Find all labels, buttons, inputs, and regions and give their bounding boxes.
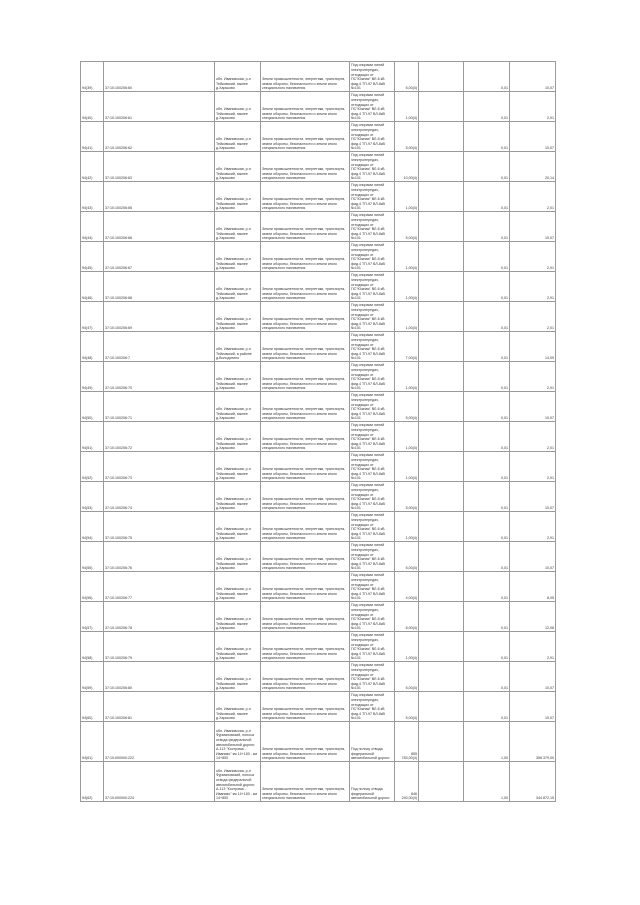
land-category: Земли промышленности, энергетики, транспорта, земли обороны, безопасности и земли иного специального назначения — [261, 302, 350, 332]
table-row — [81, 242, 556, 272]
row-number: 94(53) — [81, 482, 104, 512]
amount: 8,05 — [510, 572, 556, 602]
rate: 0,01 — [464, 332, 510, 362]
amount: 10,07 — [510, 692, 556, 722]
amount: 10,07 — [510, 662, 556, 692]
cadastral-number: 37:10:100206:67 — [104, 242, 215, 272]
amount: 14,09 — [510, 332, 556, 362]
empty-cell — [419, 662, 464, 692]
row-number: 94(54) — [81, 512, 104, 542]
row-number: 94(47) — [81, 302, 104, 332]
cadastral-number: 37:10:100206:70 — [104, 362, 215, 392]
land-category: Земли промышленности, энергетики, транспорта, земли обороны, безопасности и земли иного специального назначения — [261, 762, 350, 802]
amount: 356 379,00 — [510, 722, 556, 762]
permitted-use: Под опорами линий электропередач, отходящих от ПС"Южная" ВЛ-6 кВ фид.4 ТП-97 ВЛ-6кВ №101 — [350, 542, 395, 572]
empty-cell — [419, 602, 464, 632]
area: 7,00(4) — [395, 332, 419, 362]
cadastral-number: 37:10:000000:224 — [104, 762, 215, 802]
land-category: Земли промышленности, энергетики, транспорта, земли обороны, безопасности и земли иного специального назначения — [261, 362, 350, 392]
rate: 0,01 — [464, 182, 510, 212]
rate: 0,01 — [464, 422, 510, 452]
cadastral-number: 37:10:100206:73 — [104, 452, 215, 482]
area: 5,00(4) — [395, 212, 419, 242]
address: обл. Ивановская, р-н Тейковский, южнее д.Харьково — [215, 182, 261, 212]
permitted-use: Под полосу отвода федеральной автомобильной дороги — [350, 762, 395, 802]
table-row — [81, 512, 556, 542]
rate: 0,01 — [464, 242, 510, 272]
cadastral-number: 37:10:100206:69 — [104, 302, 215, 332]
amount: 10,07 — [510, 62, 556, 92]
area: 1,00(4) — [395, 242, 419, 272]
area: 5,00(4) — [395, 482, 419, 512]
table-row — [81, 302, 556, 332]
empty-cell — [419, 392, 464, 422]
area: 5,00(4) — [395, 122, 419, 152]
land-category: Земли промышленности, энергетики, транспорта, земли обороны, безопасности и земли иного специального назначения — [261, 722, 350, 762]
address: обл. Ивановская, р-н Тейковский, южнее д.Харьково — [215, 392, 261, 422]
area: 1,00(4) — [395, 182, 419, 212]
row-number: 94(46) — [81, 272, 104, 302]
cadastral-number: 37:10:100206:71 — [104, 392, 215, 422]
amount: 10,07 — [510, 542, 556, 572]
rate: 0,01 — [464, 632, 510, 662]
rate: 0,01 — [464, 92, 510, 122]
land-plots-table — [80, 61, 556, 802]
row-number: 94(61) — [81, 722, 104, 762]
cadastral-number: 37:10:100206:62 — [104, 122, 215, 152]
rate: 0,01 — [464, 392, 510, 422]
permitted-use: Под опорами линий электропередач, отходящих от ПС"Южная" ВЛ-6 кВ фид.4 ТП-97 ВЛ-6кВ №101 — [350, 692, 395, 722]
amount: 2,01 — [510, 422, 556, 452]
row-number: 94(60) — [81, 692, 104, 722]
empty-cell — [419, 632, 464, 662]
address: обл. Ивановская, р-н Тейковский, южнее д.Харьково — [215, 62, 261, 92]
cadastral-number: 37:10:100206:76 — [104, 542, 215, 572]
amount: 10,07 — [510, 212, 556, 242]
address: обл. Ивановская, р-н Тейковский, в районе д.Володятино — [215, 332, 261, 362]
amount: 2,01 — [510, 362, 556, 392]
row-number: 94(41) — [81, 122, 104, 152]
amount: 12,08 — [510, 602, 556, 632]
address: обл. Ивановская, р-н Тейковский, южнее д.Харьково — [215, 122, 261, 152]
amount: 20,14 — [510, 152, 556, 182]
address: обл. Ивановская, р-н Тейковский, южнее д.Харьково — [215, 212, 261, 242]
table-row — [81, 362, 556, 392]
permitted-use: Под опорами линий электропередач, отходящих от ПС"Южная" ВЛ-6 кВ фид.4 ТП-97 ВЛ-6кВ №101 — [350, 602, 395, 632]
permitted-use: Под опорами линий электропередач, отходящих от ПС"Южная" ВЛ-6 кВ фид.4 ТП-97 ВЛ-6кВ №101 — [350, 62, 395, 92]
address: обл. Ивановская, р-н Фурмановский, полоса отвода федеральной автомобильной дороги А-113 "Кострома - Иваново" км 14+150 - км 14+850 — [215, 722, 261, 762]
row-number: 94(42) — [81, 152, 104, 182]
table-row — [81, 762, 556, 802]
area: 1,00(4) — [395, 302, 419, 332]
cadastral-number: 37:10:100206:74 — [104, 482, 215, 512]
permitted-use: Под опорами линий электропередач, отходящих от ПС"Южная" ВЛ-6 кВ фид.4 ТП-97 ВЛ-6кВ №101 — [350, 302, 395, 332]
address: обл. Ивановская, р-н Тейковский, южнее д.Харьково — [215, 542, 261, 572]
permitted-use: Под полосу отвода федеральной автомобильной дороги — [350, 722, 395, 762]
cadastral-number: 37:10:100206:79 — [104, 632, 215, 662]
empty-cell — [419, 452, 464, 482]
area: 1,00(4) — [395, 512, 419, 542]
address: обл. Ивановская, р-н Тейковский, южнее д.Харьково — [215, 482, 261, 512]
row-number: 94(49) — [81, 362, 104, 392]
amount: 2,01 — [510, 512, 556, 542]
row-number: 94(55) — [81, 542, 104, 572]
amount: 10,07 — [510, 392, 556, 422]
land-category: Земли промышленности, энергетики, транспорта, земли обороны, безопасности и земли иного специального назначения — [261, 182, 350, 212]
cadastral-number: 37:10:100206:61 — [104, 92, 215, 122]
amount: 2,01 — [510, 242, 556, 272]
area: 4,00(4) — [395, 572, 419, 602]
land-category: Земли промышленности, энергетики, транспорта, земли обороны, безопасности и земли иного специального назначения — [261, 392, 350, 422]
area: 5,00(4) — [395, 692, 419, 722]
land-category: Земли промышленности, энергетики, транспорта, земли обороны, безопасности и земли иного специального назначения — [261, 542, 350, 572]
cadastral-number: 37:10:100206:81 — [104, 692, 215, 722]
area: 5,00(4) — [395, 542, 419, 572]
cadastral-number: 37:10:100206:7 — [104, 332, 215, 362]
row-number: 94(56) — [81, 572, 104, 602]
address: обл. Ивановская, р-н Тейковский, южнее д.Харьково — [215, 302, 261, 332]
empty-cell — [419, 122, 464, 152]
empty-cell — [419, 512, 464, 542]
table-row — [81, 722, 556, 762]
empty-cell — [419, 62, 464, 92]
permitted-use: Под опорами линий электропередач, отходящих от ПС"Южная" ВЛ-6 кВ фид.4 ТП-97 ВЛ-6кВ №101 — [350, 242, 395, 272]
table-row — [81, 602, 556, 632]
permitted-use: Под опорами линий электропередач, отходящих от ПС"Южная" ВЛ-6 кВ фид.4 ТП-97 ВЛ-6кВ №101 — [350, 332, 395, 362]
table-row — [81, 452, 556, 482]
cadastral-number: 37:10:100206:68 — [104, 272, 215, 302]
permitted-use: Под опорами линий электропередач, отходящих от ПС"Южная" ВЛ-6 кВ фид.4 ТП-97 ВЛ-6кВ №101 — [350, 452, 395, 482]
address: обл. Ивановская, р-н Тейковский, южнее д.Харьково — [215, 452, 261, 482]
table-row — [81, 212, 556, 242]
area: 855 783,00(4) — [395, 722, 419, 762]
address: обл. Ивановская, р-н Тейковский, южнее д.Харьково — [215, 662, 261, 692]
rate: 0,01 — [464, 482, 510, 512]
cadastral-number: 37:10:100206:60 — [104, 62, 215, 92]
land-category: Земли промышленности, энергетики, транспорта, земли обороны, безопасности и земли иного специального назначения — [261, 332, 350, 362]
area: 6,00(4) — [395, 602, 419, 632]
row-number: 94(45) — [81, 242, 104, 272]
amount: 344 872,15 — [510, 762, 556, 802]
land-category: Земли промышленности, энергетики, транспорта, земли обороны, безопасности и земли иного специального назначения — [261, 212, 350, 242]
amount: 2,01 — [510, 92, 556, 122]
permitted-use: Под опорами линий электропередач, отходящих от ПС"Южная" ВЛ-6 кВ фид.4 ТП-97 ВЛ-6кВ №101 — [350, 92, 395, 122]
table-row — [81, 482, 556, 512]
empty-cell — [419, 542, 464, 572]
area: 1,00(4) — [395, 92, 419, 122]
empty-cell — [419, 212, 464, 242]
table-row — [81, 662, 556, 692]
row-number: 94(50) — [81, 392, 104, 422]
land-category: Земли промышленности, энергетики, транспорта, земли обороны, безопасности и земли иного специального назначения — [261, 512, 350, 542]
address: обл. Ивановская, р-н Тейковский, южнее д.Харьково — [215, 572, 261, 602]
rate: 0,01 — [464, 452, 510, 482]
land-category: Земли промышленности, энергетики, транспорта, земли обороны, безопасности и земли иного специального назначения — [261, 92, 350, 122]
row-number: 94(48) — [81, 332, 104, 362]
land-category: Земли промышленности, энергетики, транспорта, земли обороны, безопасности и земли иного специального назначения — [261, 452, 350, 482]
row-number: 94(44) — [81, 212, 104, 242]
empty-cell — [419, 692, 464, 722]
amount: 2,01 — [510, 632, 556, 662]
empty-cell — [419, 572, 464, 602]
table-row — [81, 692, 556, 722]
land-category: Земли промышленности, энергетики, транспорта, земли обороны, безопасности и земли иного специального назначения — [261, 272, 350, 302]
table-row — [81, 92, 556, 122]
rate: 0,01 — [464, 572, 510, 602]
table-row — [81, 542, 556, 572]
empty-cell — [419, 722, 464, 762]
permitted-use: Под опорами линий электропередач, отходящих от ПС"Южная" ВЛ-6 кВ фид.4 ТП-97 ВЛ-6кВ №101 — [350, 482, 395, 512]
permitted-use: Под опорами линий электропередач, отходящих от ПС"Южная" ВЛ-6 кВ фид.4 ТП-97 ВЛ-6кВ №101 — [350, 392, 395, 422]
area: 1,00(4) — [395, 422, 419, 452]
rate: 0,01 — [464, 152, 510, 182]
address: обл. Ивановская, р-н Тейковский, южнее д.Харьково — [215, 152, 261, 182]
cadastral-number: 37:10:100206:72 — [104, 422, 215, 452]
row-number: 94(43) — [81, 182, 104, 212]
permitted-use: Под опорами линий электропередач, отходящих от ПС"Южная" ВЛ-6 кВ фид.4 ТП-97 ВЛ-6кВ №101 — [350, 182, 395, 212]
address: обл. Ивановская, р-н Тейковский, южнее д.Харьково — [215, 512, 261, 542]
rate: 0,01 — [464, 662, 510, 692]
empty-cell — [419, 92, 464, 122]
empty-cell — [419, 242, 464, 272]
table-row — [81, 632, 556, 662]
row-number: 94(59) — [81, 662, 104, 692]
permitted-use: Под опорами линий электропередач, отходящих от ПС"Южная" ВЛ-6 кВ фид.4 ТП-97 ВЛ-6кВ №101 — [350, 152, 395, 182]
permitted-use: Под опорами линий электропередач, отходящих от ПС"Южная" ВЛ-6 кВ фид.4 ТП-97 ВЛ-6кВ №101 — [350, 422, 395, 452]
area: 10,00(4) — [395, 152, 419, 182]
address: обл. Ивановская, р-н Тейковский, южнее д.Харьково — [215, 422, 261, 452]
area: 5,00(4) — [395, 62, 419, 92]
cadastral-number: 37:10:100206:66 — [104, 212, 215, 242]
area: 846 240,00(4) — [395, 762, 419, 802]
permitted-use: Под опорами линий электропередач, отходящих от ПС"Южная" ВЛ-6 кВ фид.4 ТП-97 ВЛ-6кВ №101 — [350, 572, 395, 602]
rate: 0,01 — [464, 362, 510, 392]
permitted-use: Под опорами линий электропередач, отходящих от ПС"Южная" ВЛ-6 кВ фид.4 ТП-97 ВЛ-6кВ №101 — [350, 662, 395, 692]
row-number: 94(40) — [81, 92, 104, 122]
rate: 1,00 — [464, 762, 510, 802]
address: обл. Ивановская, р-н Фурмановский, полоса отвода федеральной автомобильной дороги А-113 "Кострома - Иваново" км 14+150 - км 14+850 — [215, 762, 261, 802]
rate: 1,00 — [464, 722, 510, 762]
area: 1,00(4) — [395, 632, 419, 662]
permitted-use: Под опорами линий электропередач, отходящих от ПС"Южная" ВЛ-6 кВ фид.4 ТП-97 ВЛ-6кВ №101 — [350, 212, 395, 242]
empty-cell — [419, 332, 464, 362]
empty-cell — [419, 272, 464, 302]
land-category: Земли промышленности, энергетики, транспорта, земли обороны, безопасности и земли иного специального назначения — [261, 422, 350, 452]
area: 1,00(4) — [395, 452, 419, 482]
row-number: 94(39) — [81, 62, 104, 92]
permitted-use: Под опорами линий электропередач, отходящих от ПС"Южная" ВЛ-6 кВ фид.4 ТП-97 ВЛ-6кВ №101 — [350, 272, 395, 302]
land-category: Земли промышленности, энергетики, транспорта, земли обороны, безопасности и земли иного специального назначения — [261, 692, 350, 722]
permitted-use: Под опорами линий электропередач, отходящих от ПС"Южная" ВЛ-6 кВ фид.4 ТП-97 ВЛ-6кВ №101 — [350, 122, 395, 152]
land-category: Земли промышленности, энергетики, транспорта, земли обороны, безопасности и земли иного специального назначения — [261, 572, 350, 602]
empty-cell — [419, 182, 464, 212]
table-row — [81, 332, 556, 362]
area: 1,00(4) — [395, 362, 419, 392]
table-row — [81, 572, 556, 602]
rate: 0,01 — [464, 122, 510, 152]
cadastral-number: 37:10:100206:75 — [104, 512, 215, 542]
rate: 0,01 — [464, 212, 510, 242]
land-category: Земли промышленности, энергетики, транспорта, земли обороны, безопасности и земли иного специального назначения — [261, 152, 350, 182]
table-row — [81, 62, 556, 92]
amount: 2,01 — [510, 452, 556, 482]
row-number: 94(52) — [81, 452, 104, 482]
empty-cell — [419, 422, 464, 452]
area: 5,00(4) — [395, 392, 419, 422]
land-category: Земли промышленности, энергетики, транспорта, земли обороны, безопасности и земли иного специального назначения — [261, 632, 350, 662]
empty-cell — [419, 482, 464, 512]
permitted-use: Под опорами линий электропередач, отходящих от ПС"Южная" ВЛ-6 кВ фид.4 ТП-97 ВЛ-6кВ №101 — [350, 362, 395, 392]
permitted-use: Под опорами линий электропередач, отходящих от ПС"Южная" ВЛ-6 кВ фид.4 ТП-97 ВЛ-6кВ №101 — [350, 632, 395, 662]
address: обл. Ивановская, р-н Тейковский, южнее д.Харьково — [215, 272, 261, 302]
row-number: 94(51) — [81, 422, 104, 452]
rate: 0,01 — [464, 62, 510, 92]
cadastral-number: 37:10:100206:78 — [104, 602, 215, 632]
address: обл. Ивановская, р-н Тейковский, южнее д.Харьково — [215, 92, 261, 122]
cadastral-number: 37:10:100206:77 — [104, 572, 215, 602]
address: обл. Ивановская, р-н Тейковский, южнее д.Харьково — [215, 632, 261, 662]
row-number: 94(57) — [81, 602, 104, 632]
amount: 2,01 — [510, 302, 556, 332]
table-row — [81, 422, 556, 452]
land-category: Земли промышленности, энергетики, транспорта, земли обороны, безопасности и земли иного специального назначения — [261, 62, 350, 92]
land-category: Земли промышленности, энергетики, транспорта, земли обороны, безопасности и земли иного специального назначения — [261, 242, 350, 272]
address: обл. Ивановская, р-н Тейковский, южнее д.Харьково — [215, 362, 261, 392]
cadastral-number: 37:10:000000:222 — [104, 722, 215, 762]
cadastral-number: 37:10:100206:63 — [104, 152, 215, 182]
address: обл. Ивановская, р-н Тейковский, южнее д.Харьково — [215, 242, 261, 272]
permitted-use: Под опорами линий электропередач, отходящих от ПС"Южная" ВЛ-6 кВ фид.4 ТП-97 ВЛ-6кВ №101 — [350, 512, 395, 542]
land-category: Земли промышленности, энергетики, транспорта, земли обороны, безопасности и земли иного специального назначения — [261, 482, 350, 512]
amount: 10,07 — [510, 122, 556, 152]
amount: 2,01 — [510, 272, 556, 302]
address: обл. Ивановская, р-н Тейковский, южнее д.Харьково — [215, 692, 261, 722]
table-row — [81, 272, 556, 302]
table-row — [81, 392, 556, 422]
land-category: Земли промышленности, энергетики, транспорта, земли обороны, безопасности и земли иного специального назначения — [261, 662, 350, 692]
empty-cell — [419, 762, 464, 802]
empty-cell — [419, 302, 464, 332]
area: 5,00(4) — [395, 662, 419, 692]
rate: 0,01 — [464, 602, 510, 632]
rate: 0,01 — [464, 512, 510, 542]
amount: 2,01 — [510, 182, 556, 212]
rate: 0,01 — [464, 692, 510, 722]
table-row — [81, 152, 556, 182]
table-row — [81, 182, 556, 212]
cadastral-number: 37:10:100206:65 — [104, 182, 215, 212]
land-category: Земли промышленности, энергетики, транспорта, земли обороны, безопасности и земли иного специального назначения — [261, 122, 350, 152]
empty-cell — [419, 362, 464, 392]
table-row — [81, 122, 556, 152]
address: обл. Ивановская, р-н Тейковский, южнее д.Харьково — [215, 602, 261, 632]
cadastral-number: 37:10:100206:80 — [104, 662, 215, 692]
row-number: 94(58) — [81, 632, 104, 662]
row-number: 94(62) — [81, 762, 104, 802]
land-category: Земли промышленности, энергетики, транспорта, земли обороны, безопасности и земли иного специального назначения — [261, 602, 350, 632]
amount: 10,07 — [510, 482, 556, 512]
rate: 0,01 — [464, 542, 510, 572]
area: 1,00(4) — [395, 272, 419, 302]
empty-cell — [419, 152, 464, 182]
rate: 0,01 — [464, 272, 510, 302]
rate: 0,01 — [464, 302, 510, 332]
